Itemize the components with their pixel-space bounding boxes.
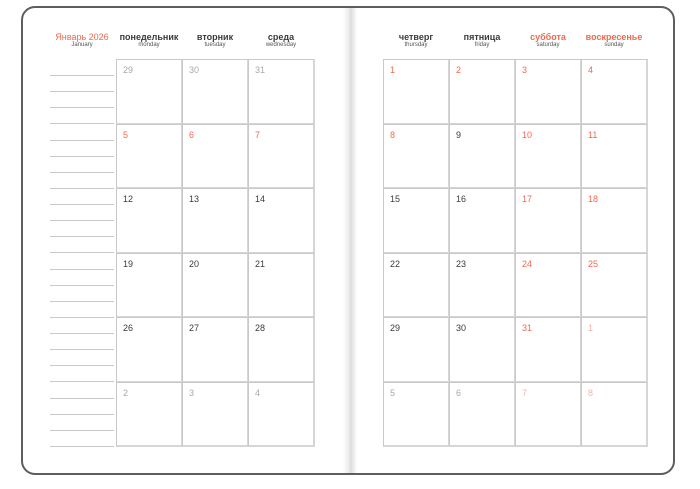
day-number: 13 (189, 194, 200, 204)
weekday-header-thursday (383, 32, 449, 49)
day-number: 1 (390, 65, 396, 75)
notes-line (50, 349, 114, 350)
notes-line (50, 204, 114, 205)
day-cell[interactable] (515, 317, 582, 383)
weekday-header-monday (116, 32, 182, 49)
day-cell[interactable] (515, 59, 582, 125)
day-number: 30 (456, 323, 467, 333)
notes-line (50, 317, 114, 318)
day-number: 4 (588, 65, 594, 75)
day-cell[interactable] (449, 382, 516, 448)
day-number: 12 (123, 194, 134, 204)
page-spine (343, 8, 357, 473)
day-cell[interactable] (248, 317, 315, 383)
day-cell[interactable] (182, 382, 249, 448)
day-number: 29 (123, 65, 134, 75)
weekday-label: пятница (463, 32, 501, 42)
day-cell[interactable] (182, 253, 249, 319)
day-cell[interactable] (182, 59, 249, 125)
day-cell[interactable] (449, 188, 516, 254)
notes-line (50, 269, 114, 270)
day-number: 22 (390, 258, 401, 269)
day-cell[interactable] (248, 382, 315, 448)
weekday-label: вторник (196, 32, 234, 42)
day-cell[interactable] (248, 59, 315, 125)
weekday-header-saturday (515, 32, 581, 49)
day-cell[interactable] (515, 188, 582, 254)
weekday-label: суббота (530, 32, 566, 42)
notes-line (50, 252, 114, 253)
day-number: 6 (456, 387, 462, 398)
planner-spread (21, 6, 675, 475)
notes-line (50, 172, 114, 173)
day-number: 31 (522, 323, 533, 333)
day-cell[interactable] (116, 253, 183, 319)
day-number: 7 (522, 387, 528, 398)
weekday-label: воскресенье (585, 32, 643, 42)
day-number: 11 (588, 129, 598, 140)
day-number: 15 (390, 194, 401, 204)
day-cell[interactable] (581, 317, 648, 383)
notes-line (50, 140, 114, 141)
day-number: 24 (522, 258, 533, 269)
day-cell[interactable] (383, 59, 450, 125)
notes-line (50, 123, 114, 124)
month-label: Январь 2026 (55, 32, 109, 42)
day-cell[interactable] (383, 382, 450, 448)
day-cell[interactable] (581, 253, 648, 319)
day-cell[interactable] (383, 253, 450, 319)
notes-line (50, 285, 114, 286)
day-cell[interactable] (581, 382, 648, 448)
day-number: 14 (255, 194, 266, 204)
day-cell[interactable] (581, 188, 648, 254)
day-number: 4 (255, 387, 261, 398)
day-cell[interactable] (182, 317, 249, 383)
day-number: 20 (189, 258, 200, 269)
notes-line (50, 398, 114, 399)
notes-line (50, 220, 114, 221)
day-cell[interactable] (581, 59, 648, 125)
day-number: 28 (255, 323, 266, 333)
day-number: 30 (189, 65, 200, 75)
day-number: 25 (588, 258, 599, 269)
day-number: 31 (255, 65, 266, 75)
day-number: 5 (390, 387, 396, 398)
day-number: 2 (456, 65, 462, 75)
day-number: 26 (123, 323, 134, 333)
day-cell[interactable] (116, 59, 183, 125)
notes-line (50, 75, 114, 76)
day-cell[interactable] (449, 59, 516, 125)
weekday-header-sunday (581, 32, 647, 49)
day-cell[interactable] (449, 124, 516, 190)
weekday-label: четверг (398, 32, 434, 42)
day-cell[interactable] (383, 188, 450, 254)
notes-line (50, 236, 114, 237)
day-number: 29 (390, 323, 401, 333)
day-cell[interactable] (515, 253, 582, 319)
day-cell[interactable] (449, 317, 516, 383)
weekday-label-en: friday (474, 42, 490, 48)
day-number: 21 (255, 258, 266, 269)
day-number: 3 (189, 387, 195, 398)
weekday-label-en: saturday (536, 42, 560, 48)
day-cell[interactable] (116, 382, 183, 448)
day-cell[interactable] (182, 188, 249, 254)
day-number: 18 (588, 194, 599, 204)
day-cell[interactable] (515, 124, 582, 190)
day-cell[interactable] (116, 317, 183, 383)
notes-line (50, 381, 114, 382)
day-cell[interactable] (383, 124, 450, 190)
weekday-header-wednesday (248, 32, 314, 49)
day-cell[interactable] (248, 253, 315, 319)
weekday-label: понедельник (119, 32, 179, 42)
notes-line (50, 365, 114, 366)
day-number: 1 (588, 323, 594, 333)
month-header (50, 32, 114, 49)
day-cell[interactable] (182, 124, 249, 190)
notes-line (50, 446, 114, 447)
day-number: 10 (522, 129, 533, 140)
day-number: 27 (189, 323, 200, 333)
day-cell[interactable] (116, 124, 183, 190)
notes-line (50, 301, 114, 302)
weekday-header-friday (449, 32, 515, 49)
notes-line (50, 107, 114, 108)
weekday-label-en: tuesday (204, 42, 226, 48)
weekday-label: среда (267, 32, 295, 42)
day-number: 17 (522, 194, 533, 204)
day-number: 8 (588, 387, 594, 398)
notes-line (50, 414, 114, 415)
weekday-label-en: sunday (604, 42, 624, 48)
weekday-header-tuesday (182, 32, 248, 49)
day-number: 19 (123, 258, 134, 269)
day-number: 3 (522, 65, 528, 75)
notes-line (50, 188, 114, 189)
day-cell[interactable] (248, 124, 315, 190)
day-number: 2 (123, 387, 129, 398)
day-number: 23 (456, 258, 467, 269)
day-number: 9 (456, 129, 462, 140)
weekday-label-en: wednesday (265, 42, 297, 48)
day-cell[interactable] (383, 317, 450, 383)
day-cell[interactable] (116, 188, 183, 254)
day-cell[interactable] (449, 253, 516, 319)
month-label-en: January (71, 42, 93, 48)
weekday-label-en: monday (138, 42, 160, 48)
day-number: 6 (189, 129, 195, 140)
day-number: 8 (390, 129, 396, 140)
day-number: 16 (456, 194, 467, 204)
day-number: 5 (123, 129, 129, 140)
day-cell[interactable] (248, 188, 315, 254)
day-cell[interactable] (515, 382, 582, 448)
weekday-label-en: thursday (404, 42, 428, 48)
day-number: 7 (255, 129, 261, 140)
notes-line (50, 156, 114, 157)
notes-line (50, 333, 114, 334)
day-cell[interactable] (581, 124, 648, 190)
notes-line (50, 430, 114, 431)
notes-line (50, 91, 114, 92)
